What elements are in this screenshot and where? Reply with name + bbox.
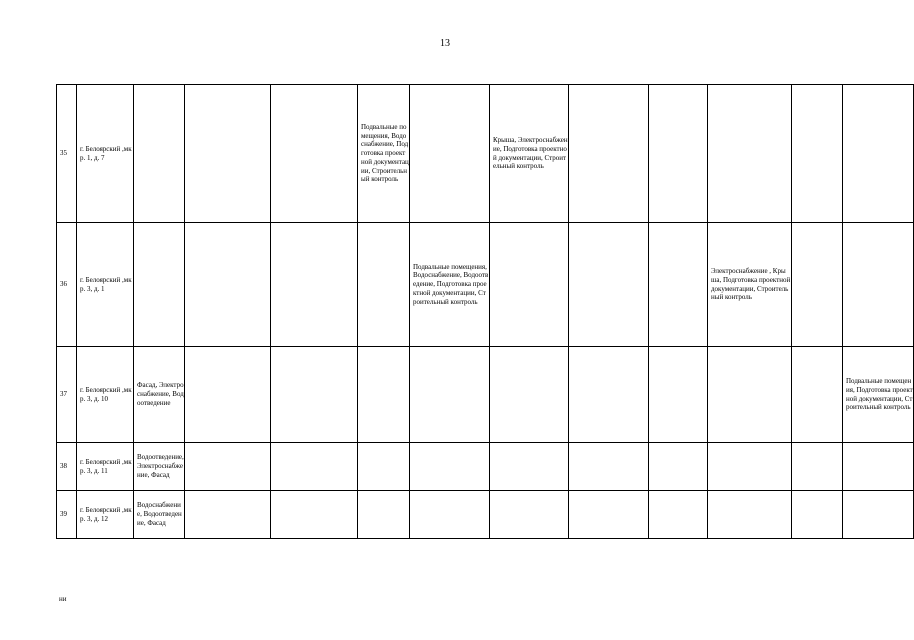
table-cell bbox=[792, 443, 843, 491]
table-cell bbox=[649, 491, 708, 539]
table-row bbox=[57, 85, 914, 223]
table-cell bbox=[134, 85, 185, 223]
table-cell bbox=[185, 443, 271, 491]
footer-mark: ни bbox=[59, 595, 67, 603]
table-cell bbox=[792, 491, 843, 539]
table-cell bbox=[271, 491, 358, 539]
table-cell bbox=[569, 491, 649, 539]
table-cell bbox=[185, 85, 271, 223]
address-cell: г. Белоярский ,мкр. 3, д. 10 bbox=[77, 347, 134, 443]
page-number: 13 bbox=[440, 38, 450, 49]
table-cell bbox=[185, 347, 271, 443]
table-cell bbox=[490, 347, 569, 443]
table-cell bbox=[410, 443, 490, 491]
table-cell bbox=[358, 491, 410, 539]
table-cell bbox=[649, 347, 708, 443]
table-cell bbox=[708, 85, 792, 223]
table-cell bbox=[358, 347, 410, 443]
table-cell bbox=[271, 85, 358, 223]
table-cell bbox=[185, 223, 271, 347]
table-cell bbox=[649, 223, 708, 347]
table-cell bbox=[792, 347, 843, 443]
table-cell bbox=[843, 223, 914, 347]
address-cell: г. Белоярский ,мкр. 3, д. 12 bbox=[77, 491, 134, 539]
table-cell bbox=[708, 347, 792, 443]
table-cell bbox=[271, 223, 358, 347]
works-cell: Подвальные помещения, Водоснабжение, Подготовка проектной документации, Строительный контроль bbox=[358, 85, 410, 223]
table-row bbox=[57, 347, 914, 443]
table-cell bbox=[490, 491, 569, 539]
table-cell bbox=[490, 223, 569, 347]
works-cell: Водоотведение, Электроснабжение, Фасад bbox=[134, 443, 185, 491]
table-cell bbox=[708, 491, 792, 539]
table-cell bbox=[185, 491, 271, 539]
schedule-table bbox=[56, 84, 914, 539]
row-number: 37 bbox=[57, 347, 77, 443]
table-cell bbox=[410, 85, 490, 223]
row-number: 39 bbox=[57, 491, 77, 539]
table-row bbox=[57, 223, 914, 347]
row-number: 36 bbox=[57, 223, 77, 347]
row-number: 35 bbox=[57, 85, 77, 223]
works-cell: Крыша, Электроснабжение, Подготовка проектной документации, Строительный контроль bbox=[490, 85, 569, 223]
table-cell bbox=[410, 347, 490, 443]
table-cell bbox=[134, 223, 185, 347]
table-cell bbox=[271, 347, 358, 443]
table-cell bbox=[649, 443, 708, 491]
works-cell: Подвальные помещения, Подготовка проектной документации, Строительный контроль bbox=[843, 347, 914, 443]
table-cell bbox=[843, 491, 914, 539]
table-cell bbox=[649, 85, 708, 223]
row-number: 38 bbox=[57, 443, 77, 491]
table-row bbox=[57, 491, 914, 539]
address-cell: г. Белоярский ,мкр. 1, д. 7 bbox=[77, 85, 134, 223]
table-cell bbox=[569, 443, 649, 491]
works-cell: Электроснабжение , Крыша, Подготовка проектной документации, Строительный контроль bbox=[708, 223, 792, 347]
table-row bbox=[57, 443, 914, 491]
table-cell bbox=[410, 491, 490, 539]
table-cell bbox=[490, 443, 569, 491]
table-cell bbox=[569, 85, 649, 223]
table-cell bbox=[271, 443, 358, 491]
table-cell bbox=[843, 443, 914, 491]
works-cell: Водоснабжение, Водоотведение, Фасад bbox=[134, 491, 185, 539]
works-cell: Фасад, Электроснабжение, Водоотведение bbox=[134, 347, 185, 443]
works-cell: Подвальные помещения, Водоснабжение, Водоотведение, Подготовка проектной документации, Строительный контроль bbox=[410, 223, 490, 347]
table-cell bbox=[358, 223, 410, 347]
table-cell bbox=[843, 85, 914, 223]
table-cell bbox=[708, 443, 792, 491]
table-cell bbox=[792, 223, 843, 347]
table-cell bbox=[569, 347, 649, 443]
table-cell bbox=[792, 85, 843, 223]
address-cell: г. Белоярский ,мкр. 3, д. 11 bbox=[77, 443, 134, 491]
table-cell bbox=[358, 443, 410, 491]
address-cell: г. Белоярский ,мкр. 3, д. 1 bbox=[77, 223, 134, 347]
table-cell bbox=[569, 223, 649, 347]
